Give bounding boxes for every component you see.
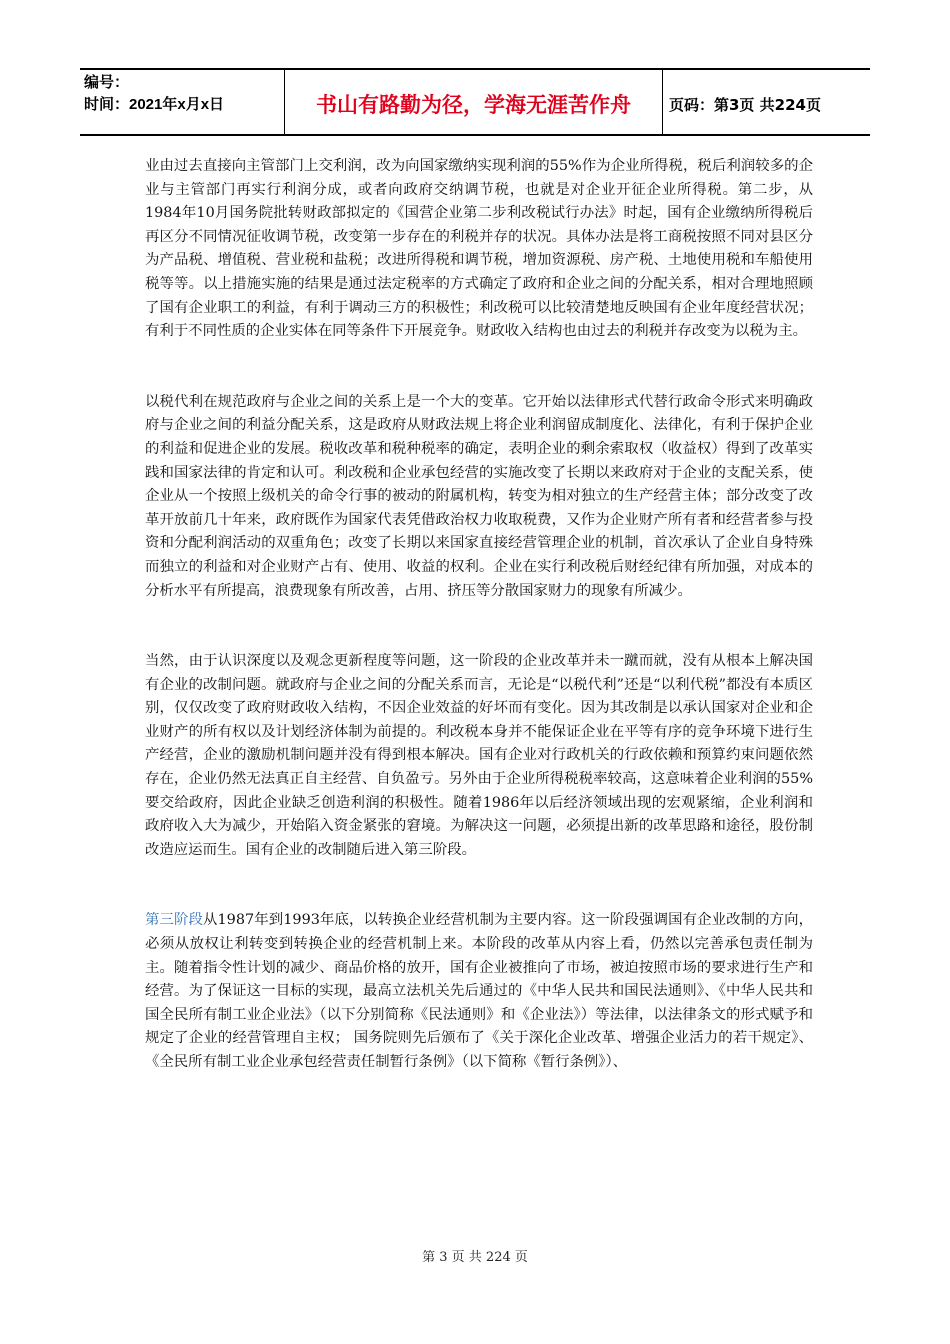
header-meta (80, 70, 285, 134)
stage3-text: 从1987年到1993年底，以转换企业经营机制为主要内容。这一阶段强调国有企业改制的方向，必须从放权让利转变到转换企业的经营机制上来。本阶段的改革从内容上看，仍然以完善承包责任制为主。随着指令性计划的减少、商品价格的放开，国有企业被推向了市场，被迫按照市场的要求进行生产和经营。为了保证这一目标的实现，最高立法机关先后通过的《中华人民共和国民法通则》、《中华人民共和国全民所有制工业企业法》（以下分别简称《民法通则》和《企业法》）等法律，以法律条文的形式赋予和规定了企业的经营管理自主权； 国务院则先后颁布了《关于深化企业改革、增强企业活力的若干规定》、《全民所有制工业企业承包经营责任制暂行条例》（以下简称《暂行条例》）、 (145, 912, 813, 1070)
paragraph-4 (145, 909, 813, 1074)
time-label: 时间：2021年x月x日 (84, 96, 225, 113)
stage3-heading: 第三阶段 (145, 912, 204, 929)
page-footer: 第 3 页 共 224 页 (422, 1250, 528, 1265)
header-motto: 书山有路勤为径，学海无涯苦作舟 (285, 70, 663, 134)
document-body (145, 155, 813, 1075)
page-header (80, 68, 870, 136)
paragraph-1: 业由过去直接向主管部门上交利润，改为向国家缴纳实现利润的55%作为企业所得税，税后利润较多的企业与主管部门再实行利润分成，或者向政府交纳调节税，也就是对企业开征企业所得税。第二步，从1984年10月国务院批转财政部拟定的《国营企业第二步利改税试行办法》时起，国有企业缴纳所得税后再区分不同情况征收调节税，改变第一步存在的利税并存的状况。具体办法是将工商税按照不同对县区分为产品税、增值税、营业税和盐税；改进所得税和调节税，增加资源税、房产税、土地使用税和车船使用税等等。以上措施实施的结果是通过法定税率的方式确定了政府和企业之间的分配关系，相对合理地照顾了国有企业职工的利益，有利于调动三方的积极性；利改税可以比较清楚地反映国有企业年度经营状况；有利于不同性质的企业实体在同等条件下开展竞争。财政收入结构也由过去的利税并存改变为以税为主。 (145, 158, 813, 340)
doc-number-label: 编号： (84, 74, 130, 91)
header-page-label: 页码：第3页 共224页 (669, 95, 821, 114)
paragraph-2: 以税代利在规范政府与企业之间的关系上是一个大的变革。它开始以法律形式代替行政命令形式来明确政府与企业之间的利益分配关系，这是政府从财政法规上将企业利润留成制度化、法律化，有利于保护企业的利益和促进企业的发展。税收改革和税种税率的确定，表明企业的剩余索取权（收益权）得到了改革实践和国家法律的肯定和认可。利改税和企业承包经营的实施改变了长期以来政府对于企业的支配关系，使企业从一个按照上级机关的命令行事的被动的附属机构，转变为相对独立的生产经营主体；部分改变了改革开放前几十年来，政府既作为国家代表凭借政治权力收取税费，又作为企业财产所有者和经营者参与投资和分配利润活动的双重角色；改变了长期以来国家直接经营管理企业的机制，首次承认了企业自身特殊而独立的利益和对企业财产占有、使用、收益的权利。企业在实行利改税后财经纪律有所加强，对成本的分析水平有所提高，浪费现象有所改善，占用、挤压等分散国家财力的现象有所减少。 (145, 393, 813, 599)
paragraph-3: 当然，由于认识深度以及观念更新程度等问题，这一阶段的企业改革并未一蹴而就，没有从根本上解决国有企业的改制问题。就政府与企业之间的分配关系而言，无论是“以税代利”还是“以利代税”都没有本质区别，仅仅改变了政府财政收入结构，不因企业效益的好坏而有变化。因为其改制是以承认国家对企业和企业财产的所有权以及计划经济体制为前提的。利改税本身并不能保证企业在平等有序的竞争环境下进行生产经营，企业的激励机制问题并没有得到根本解决。国有企业对行政机关的行政依赖和预算约束问题依然存在，企业仍然无法真正自主经营、自负盈亏。另外由于企业所得税税率较高，这意味着企业利润的55%要交给政府，因此企业缺乏创造利润的积极性。随着1986年以后经济领域出现的宏观紧缩，企业利润和政府收入大为减少，开始陷入资金紧张的窘境。为解决这一问题，必须提出新的改革思路和途径，股份制改造应运而生。国有企业的改制随后进入第三阶段。 (145, 653, 813, 858)
